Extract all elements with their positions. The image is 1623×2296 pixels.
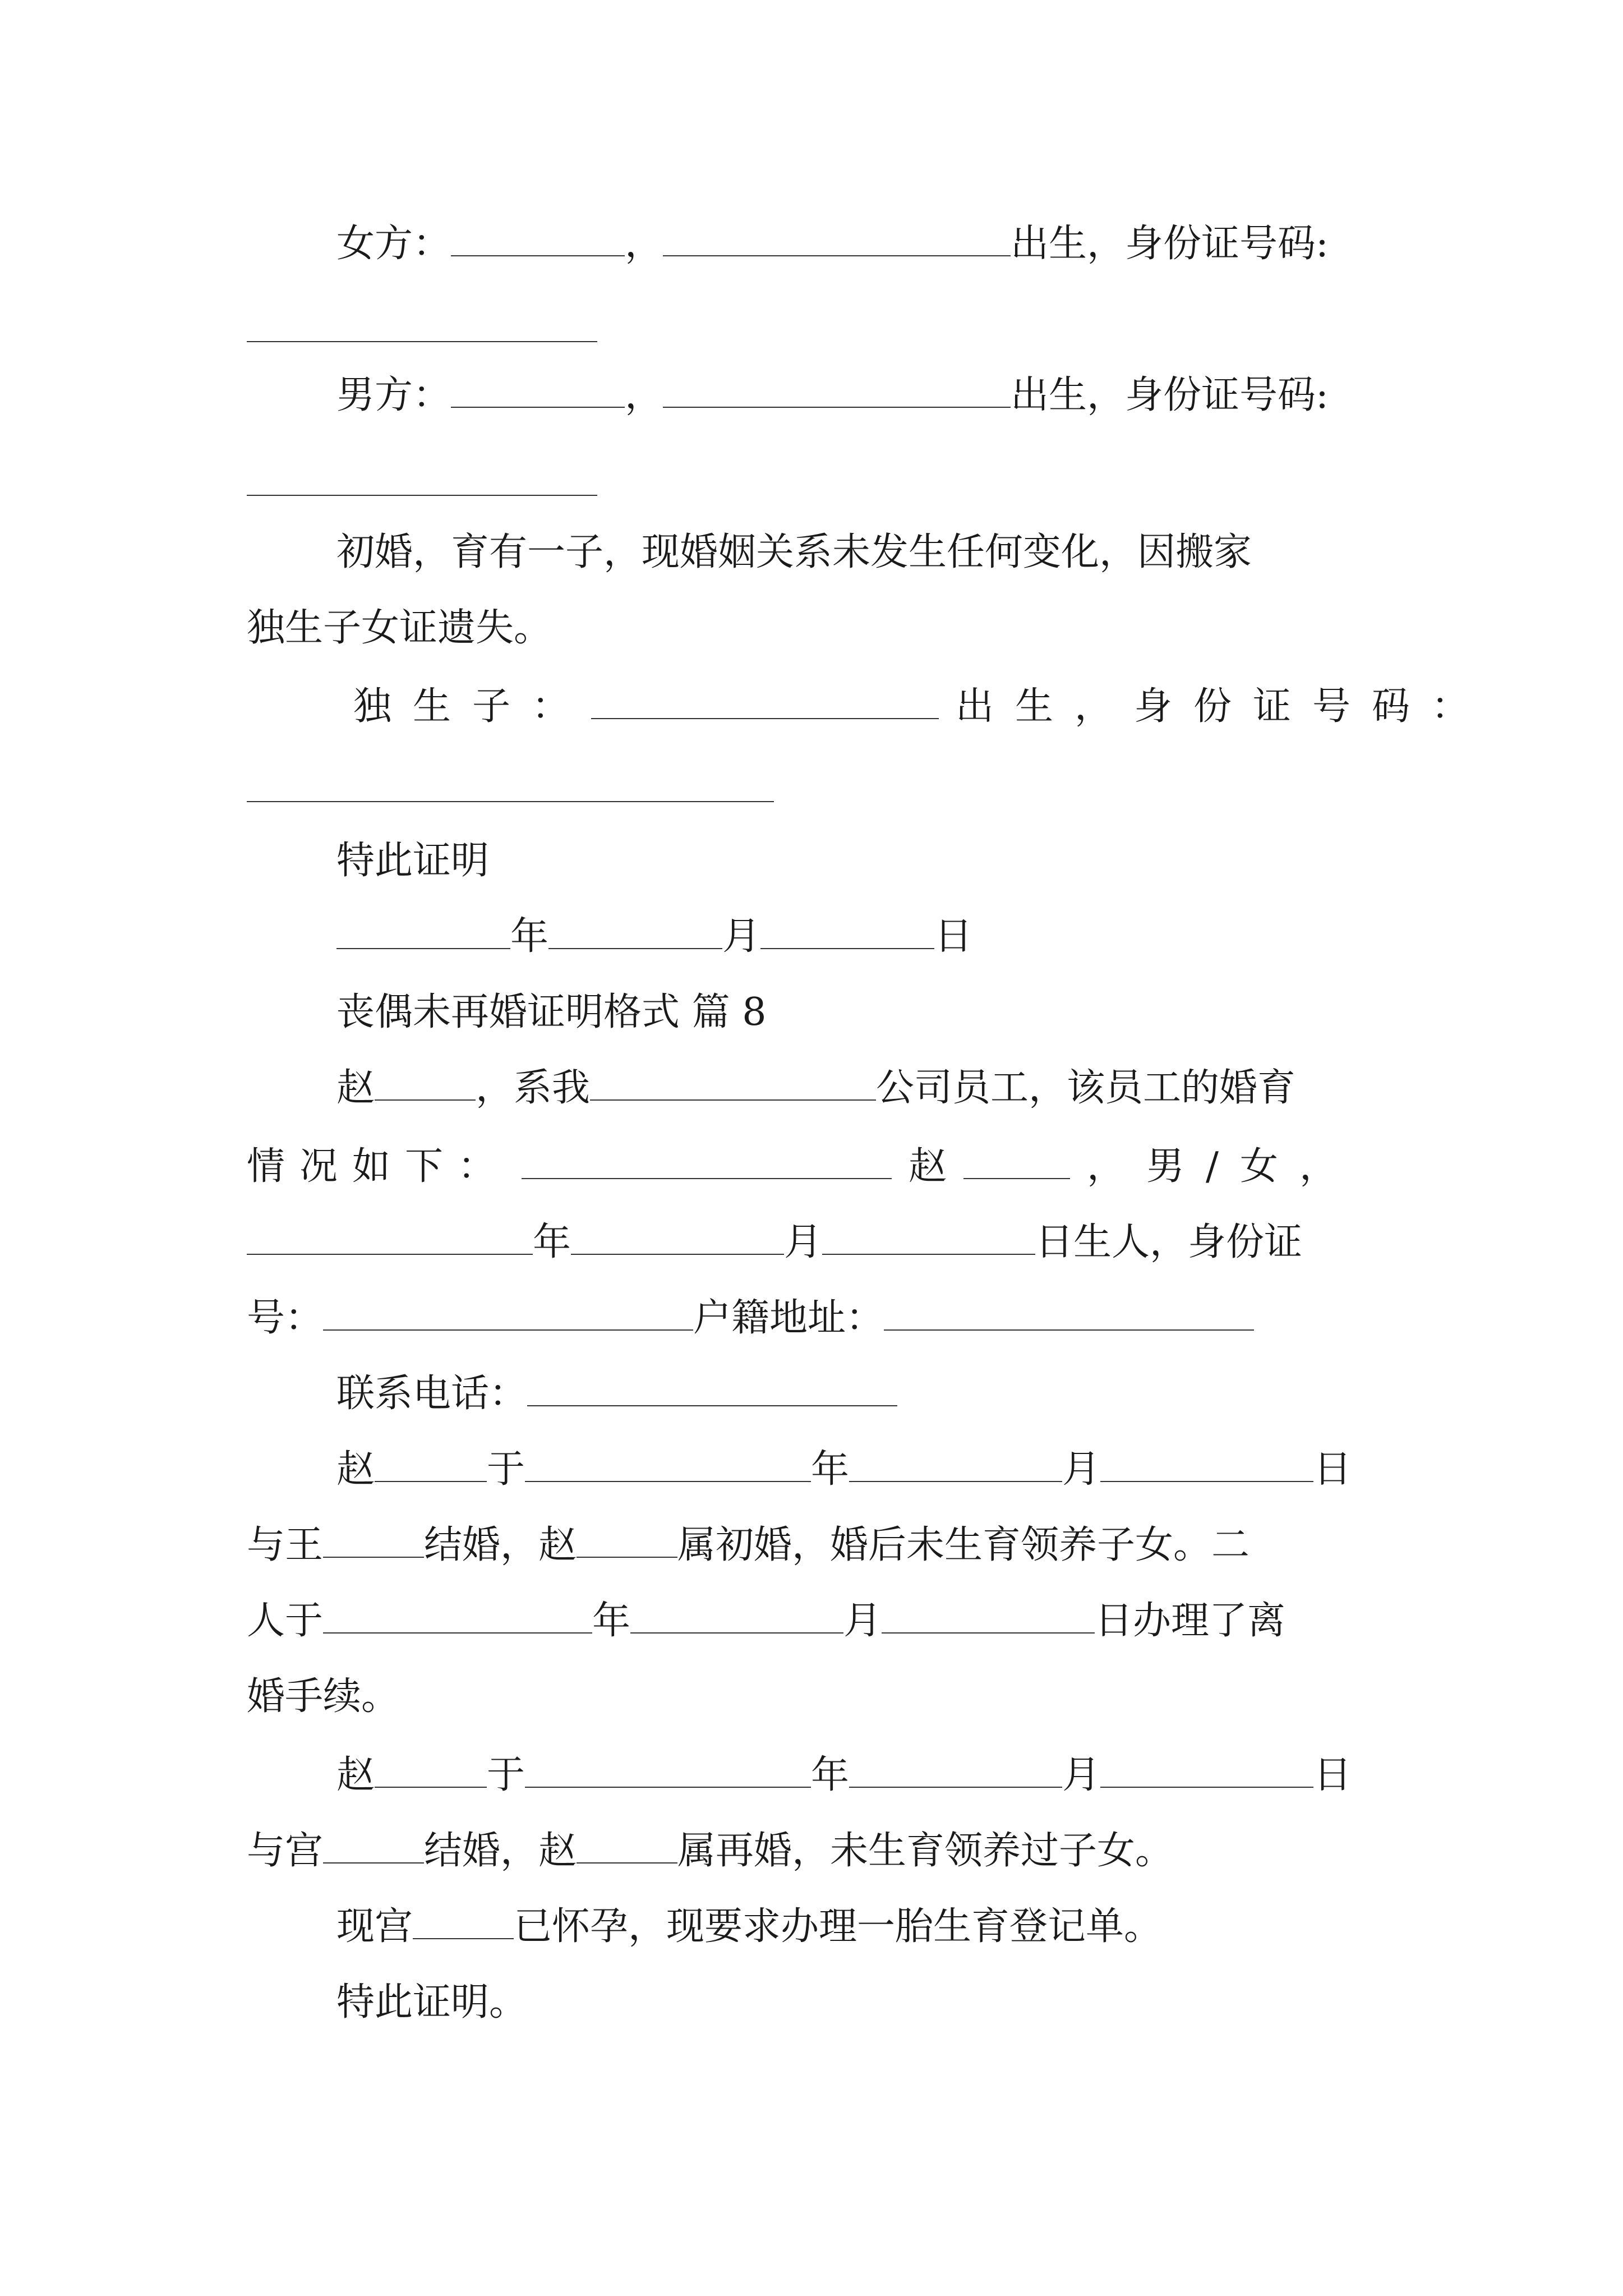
remarriage-text: 属再婚，未生育领养过子女。	[677, 1829, 1174, 1873]
p8-line-2	[247, 1136, 1380, 1198]
month-label: 月	[722, 914, 761, 959]
female-id-blank	[247, 341, 597, 342]
phone-label: 联系电话：	[336, 1372, 528, 1416]
divorce-day-blank	[882, 1598, 1095, 1634]
divorce-year-blank	[323, 1598, 592, 1634]
p8-line-10	[247, 1820, 1380, 1882]
p8-line-7	[247, 1590, 1380, 1652]
day-label: 日	[1313, 1753, 1352, 1797]
certify-end-text: 特此证明。	[336, 1980, 528, 2024]
male-name-blank	[451, 372, 625, 408]
phone-line	[336, 1363, 1380, 1425]
zhao-name-blank	[577, 1522, 677, 1558]
female-name-blank	[451, 220, 625, 256]
gong-name-blank	[323, 1828, 424, 1864]
section-heading: 丧偶未再婚证明格式 篇 8	[336, 990, 767, 1034]
male-birth-blank	[663, 372, 1011, 408]
zhao-text: 赵	[909, 1144, 947, 1189]
p8-line-4	[247, 1287, 1380, 1349]
now-gong-text: 现宫	[336, 1904, 413, 1949]
married-text: 结婚，赵	[424, 1523, 577, 1567]
male-label: 男方：	[336, 373, 451, 417]
only-child-line	[353, 676, 1491, 738]
p8-line-6	[247, 1515, 1380, 1576]
marry-month-blank	[849, 1446, 1062, 1482]
year-label: 年	[811, 1447, 850, 1492]
zhao-name-blank	[375, 1446, 487, 1482]
male-id-blank	[247, 495, 597, 496]
month-blank	[548, 913, 722, 949]
year-label: 年	[592, 1599, 631, 1643]
married-text: 结婚，赵	[424, 1829, 577, 1873]
zhao-name-blank	[375, 1752, 487, 1788]
xi-wo-text: ，系我	[476, 1066, 591, 1110]
divorce-text: 日办理了离	[1095, 1599, 1286, 1643]
only-child-label: 独生子：	[353, 684, 592, 729]
month-label: 月	[1062, 1753, 1101, 1797]
zhao-text: 赵	[336, 1447, 375, 1492]
yu-text: 于	[487, 1447, 525, 1492]
situation-blank	[522, 1143, 892, 1179]
year-label: 年	[811, 1753, 850, 1797]
first-marriage-text: 属初婚，婚后未生育领养子女。二	[677, 1523, 1250, 1567]
only-child-birth-blank	[591, 683, 939, 719]
phone-blank	[527, 1370, 897, 1406]
p8-line-9	[336, 1745, 1380, 1806]
day-label: 日	[1313, 1447, 1352, 1492]
birth-day-blank	[822, 1219, 1035, 1255]
certify-text: 特此证明	[336, 839, 490, 883]
wang-name-blank	[323, 1522, 424, 1558]
comma: ，	[625, 373, 663, 417]
birth-year-blank	[247, 1219, 533, 1255]
female-birth-blank	[663, 220, 1011, 256]
marry-day-blank	[1100, 1446, 1313, 1482]
female-line	[336, 213, 1380, 275]
id-number-blank	[323, 1295, 693, 1331]
only-child-birth-id: 出生，身份证号码：	[956, 684, 1491, 729]
zhao-name-blank	[963, 1143, 1070, 1179]
male-line	[336, 365, 1380, 426]
only-child-id-blank	[247, 801, 774, 802]
year-label: 年	[533, 1220, 571, 1264]
remarry-day-blank	[1100, 1752, 1313, 1788]
female-label: 女方：	[336, 222, 451, 266]
month-label: 月	[784, 1220, 823, 1264]
day-blank	[760, 913, 934, 949]
p8-line-8: 婚手续。	[247, 1674, 400, 1719]
yu-text: 于	[487, 1753, 525, 1797]
month-label: 月	[1062, 1447, 1101, 1492]
ren-yu-text: 人于	[247, 1599, 324, 1643]
pregnant-text: 已怀孕，现要求办理一胎生育登记单。	[514, 1904, 1163, 1949]
birth-month-blank	[571, 1219, 784, 1255]
birth-id-text: 日生人，身份证	[1035, 1220, 1303, 1264]
zhao-text: 赵	[336, 1066, 375, 1110]
birth-id-label: 出生，身份证号码:	[1011, 222, 1329, 266]
address-label: 户籍地址：	[693, 1296, 884, 1340]
remarry-year-blank	[525, 1752, 811, 1788]
company-text: 公司员工，该员工的婚育	[876, 1066, 1296, 1110]
date-line	[336, 906, 1380, 968]
comma: ，	[625, 222, 663, 266]
year-label: 年	[510, 914, 549, 959]
gender-text: ，男/女，	[1087, 1144, 1359, 1189]
p8-line-1	[336, 1057, 1380, 1119]
with-wang-text: 与王	[247, 1523, 324, 1567]
birth-id-label: 出生，身份证号码:	[1011, 373, 1329, 417]
zhao-name-blank	[375, 1065, 476, 1101]
marry-year-blank	[525, 1446, 811, 1482]
with-gong-text: 与宫	[247, 1829, 324, 1873]
p8-line-3	[247, 1212, 1380, 1273]
zhao-name-blank	[577, 1828, 677, 1864]
gong-name-blank	[413, 1903, 514, 1939]
p8-line-5	[336, 1439, 1380, 1501]
divorce-month-blank	[630, 1598, 843, 1634]
company-blank	[590, 1065, 876, 1101]
month-label: 月	[843, 1599, 882, 1643]
situation-text: 情况如下：	[247, 1144, 511, 1189]
id-number-label: 号：	[247, 1296, 324, 1340]
day-label: 日	[934, 914, 973, 959]
marriage-line-1: 初婚，育有一子，现婚姻关系未发生任何变化，因搬家	[336, 530, 1252, 574]
marriage-line-2: 独生子女证遗失。	[247, 606, 552, 650]
p8-line-11	[336, 1896, 1380, 1958]
address-blank	[884, 1295, 1254, 1331]
year-blank	[336, 913, 510, 949]
remarry-month-blank	[849, 1752, 1062, 1788]
zhao-text: 赵	[336, 1753, 375, 1797]
